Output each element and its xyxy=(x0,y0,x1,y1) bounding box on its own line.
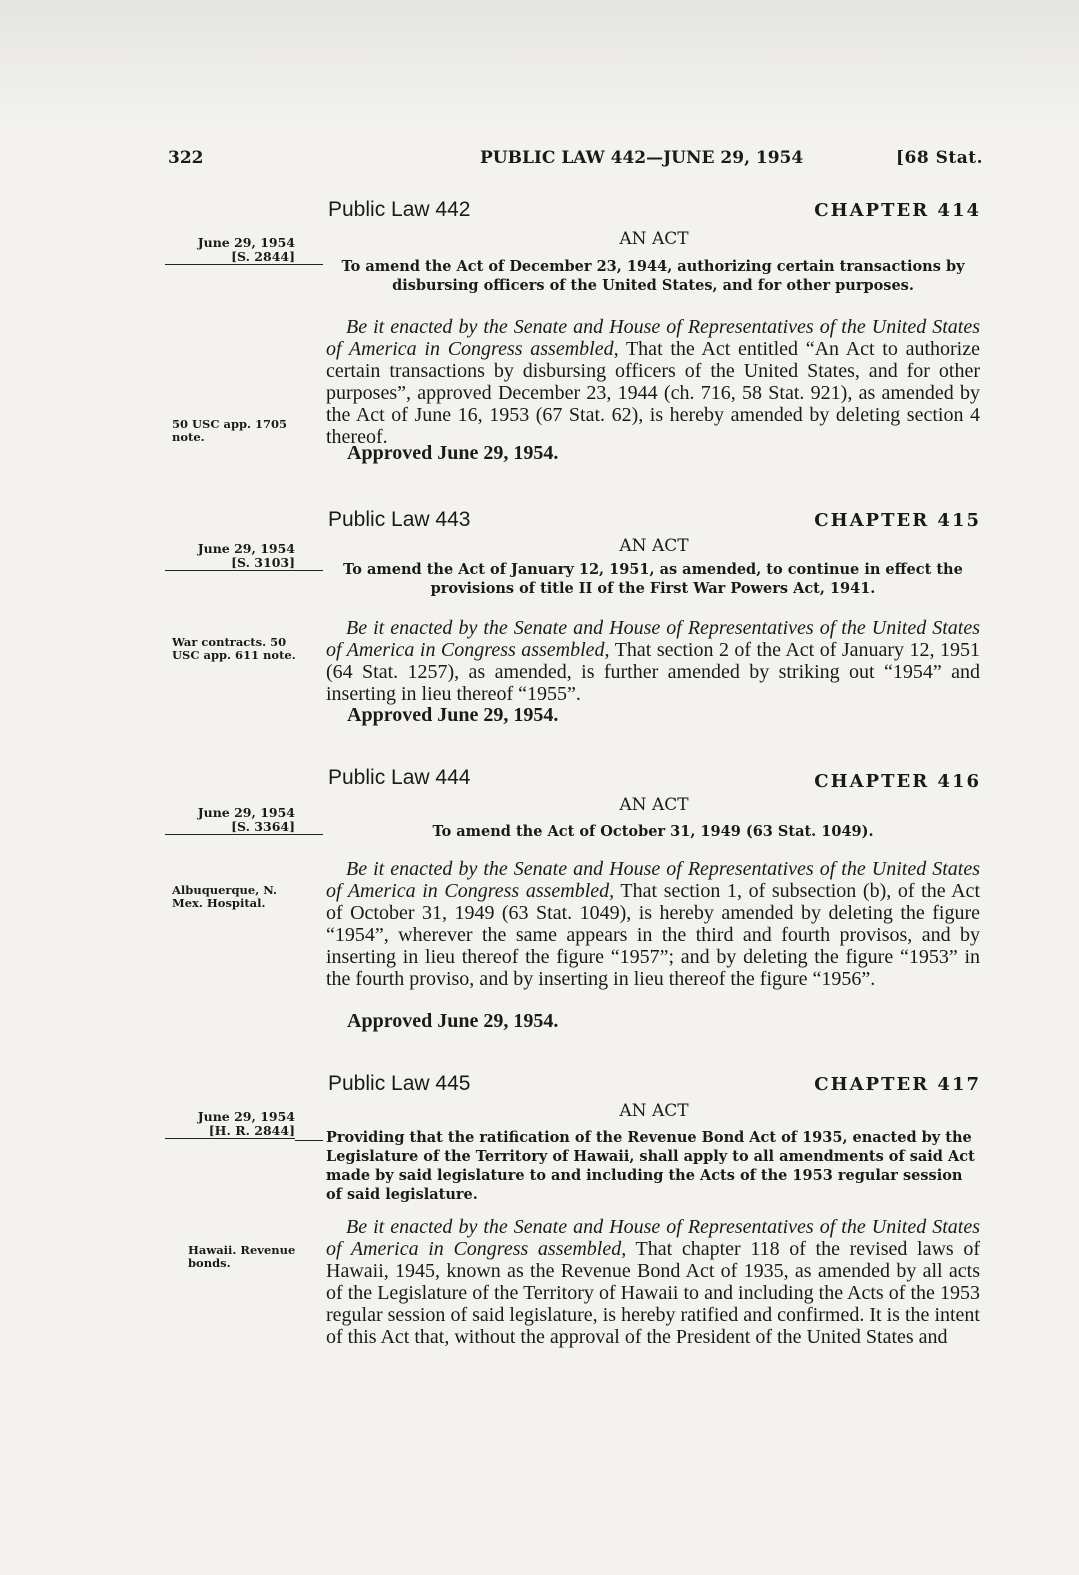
act-body xyxy=(326,1216,980,1348)
enacting-clause: Be it enacted by the Senate and House of Representatives of the United States of America in Congress assembled, xyxy=(326,316,980,360)
margin-note: 50 USC app. 1705 note. xyxy=(172,417,288,444)
enactment-date: June 29, 1954 xyxy=(197,805,295,820)
bleed-through-area xyxy=(0,0,1079,130)
bill-number: [H. R. 2844] xyxy=(165,1124,295,1139)
volume-reference: [68 Stat. xyxy=(895,148,983,168)
act-text: That chapter 118 of the revised laws of Hawaii, 1945, known as the Revenue Bond Act of 1935, as amended by all acts of the Legislature of the Territory of Hawaii to and including the Acts of the 1953 regular session of said legislature, is hereby ratified and confirmed. It is the intent of this Act that, without the approval of the President of the United States and xyxy=(326,1238,981,1348)
margin-date xyxy=(165,806,295,835)
chapter-label: CHAPTER 414 xyxy=(814,200,981,221)
act-body xyxy=(326,617,980,705)
margin-rule xyxy=(295,1140,323,1141)
chapter-label: CHAPTER 416 xyxy=(814,771,981,792)
law-label: Public Law 445 xyxy=(328,1072,471,1095)
act-title: To amend the Act of October 31, 1949 (63 Stat. 1049). xyxy=(432,823,874,840)
bill-number: [S. 3103] xyxy=(165,556,295,571)
act-title: To amend the Act of December 23, 1944, authorizing certain transactions by disbursing officers of the United States, and for other purposes. xyxy=(341,258,965,294)
margin-rule xyxy=(295,570,323,571)
enactment-date: June 29, 1954 xyxy=(197,541,295,556)
an-act-heading: AN ACT xyxy=(619,795,689,815)
law-label: Public Law 444 xyxy=(328,766,471,789)
an-act-heading: AN ACT xyxy=(619,1101,689,1121)
margin-rule xyxy=(295,264,323,265)
enactment-date: June 29, 1954 xyxy=(197,1109,295,1124)
approved-line: Approved June 29, 1954. xyxy=(347,1010,559,1032)
approved-line: Approved June 29, 1954. xyxy=(347,442,559,464)
chapter-label: CHAPTER 415 xyxy=(814,510,981,531)
act-text: That the Act entitled “An Act to authorize certain transactions by disbursing officers of the United States, and for other purposes”, approved December 23, 1944 (ch. 716, 58 Stat. 921), as amended by the Act of June 16, 1953 (67 Stat. 62), is hereby amended by deleting section 4 thereof. xyxy=(326,338,980,448)
page-header xyxy=(168,148,983,172)
act-body xyxy=(326,858,980,990)
act-text: That section 1, of subsection (b), of the Act of October 31, 1949 (63 Stat. 1049), is hereby amended by deleting the figure “1954”, wherever the same appears in the third and fourth provisos, and by inserting in lieu thereof the figure “1957”; and by deleting the figure “1953” in the fourth proviso, and by inserting in lieu thereof the figure “1956”. xyxy=(326,880,980,990)
law-label: Public Law 443 xyxy=(328,508,471,531)
enacting-clause: Be it enacted by the Senate and House of Representatives of the United States of America in Congress assembled, xyxy=(326,1216,980,1260)
margin-rule xyxy=(295,834,323,835)
bill-number: [S. 3364] xyxy=(165,820,295,835)
enacting-clause: Be it enacted by the Senate and House of Representatives of the United States of America in Congress assembled, xyxy=(326,858,980,902)
enacting-clause: Be it enacted by the Senate and House of Representatives of the United States of America in Congress assembled, xyxy=(326,617,980,661)
enactment-date: June 29, 1954 xyxy=(197,235,295,250)
margin-note: Albuquerque, N. Mex. Hospital. xyxy=(172,883,277,910)
act-title: To amend the Act of January 12, 1951, as amended, to continue in effect the provisions of title II of the First War Powers Act, 1941. xyxy=(343,561,963,597)
running-head: PUBLIC LAW 442—JUNE 29, 1954 xyxy=(480,148,804,168)
margin-date xyxy=(165,542,295,571)
an-act-heading: AN ACT xyxy=(619,536,689,556)
approved-line: Approved June 29, 1954. xyxy=(347,704,559,726)
margin-note: Hawaii. Revenue bonds. xyxy=(188,1243,296,1270)
law-label: Public Law 442 xyxy=(328,198,471,221)
margin-date xyxy=(165,1110,295,1139)
page-number: 322 xyxy=(168,148,204,168)
chapter-label: CHAPTER 417 xyxy=(814,1074,981,1095)
act-text: That section 2 of the Act of January 12, 1951 (64 Stat. 1257), as amended, is further amended by striking out “1954” and inserting in lieu thereof “1955”. xyxy=(326,639,981,705)
margin-note: War contracts. 50 USC app. 611 note. xyxy=(172,635,296,662)
bill-number: [S. 2844] xyxy=(165,250,295,265)
margin-date xyxy=(165,236,295,265)
an-act-heading: AN ACT xyxy=(619,229,689,249)
act-title: Providing that the ratification of the Revenue Bond Act of 1935, enacted by the Legislature of the Territory of Hawaii, shall apply to all amendments of said Act made by said legislature to and including the Acts of the 1953 regular session of said legislature. xyxy=(326,1129,975,1203)
act-body xyxy=(326,316,980,448)
